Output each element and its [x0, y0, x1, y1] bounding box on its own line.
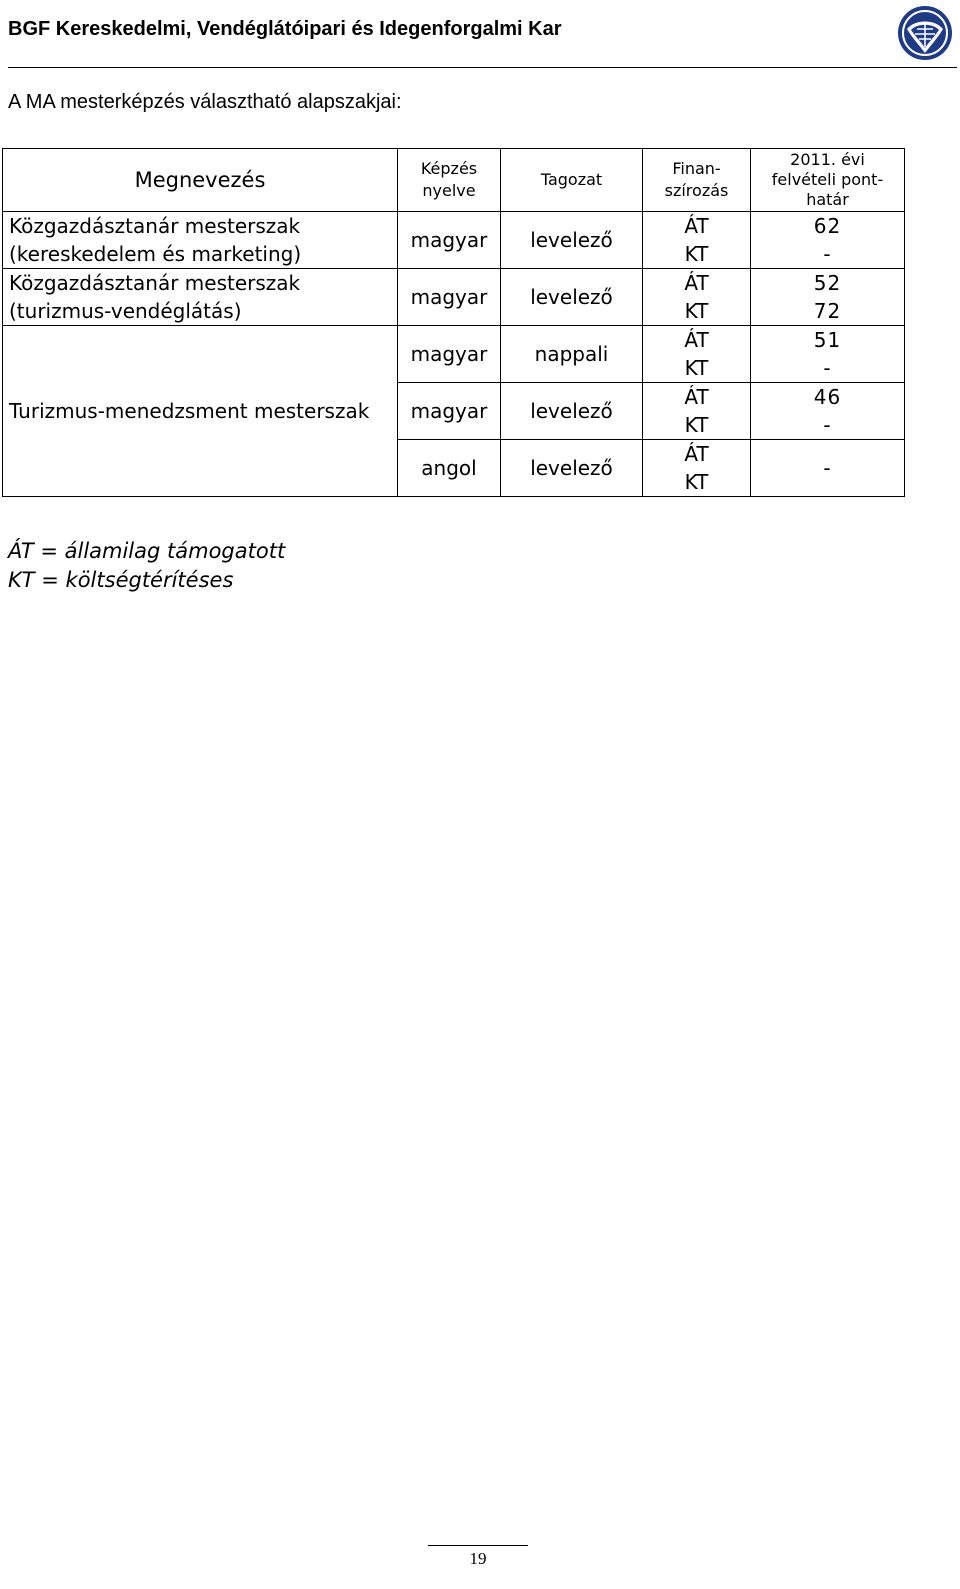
program-name	[3, 269, 398, 326]
header-points-line: 2011. évi	[790, 150, 865, 169]
points-cell	[751, 326, 905, 383]
financing-kt: KT	[684, 470, 709, 494]
page-number: 19	[469, 1549, 487, 1568]
financing-kt: KT	[684, 242, 709, 266]
program-name-line: Közgazdásztanár mesterszak	[9, 214, 301, 238]
points-kt: -	[823, 413, 832, 437]
financing-at: ÁT	[684, 271, 709, 295]
points-kt: 72	[813, 299, 842, 323]
financing-kt: KT	[684, 356, 709, 380]
financing-at: ÁT	[684, 442, 709, 466]
mode-cell: nappali	[501, 326, 643, 383]
header-name: Megnevezés	[3, 149, 398, 212]
bgf-logo-icon	[897, 5, 953, 61]
language-cell: magyar	[398, 269, 501, 326]
points-cell	[751, 383, 905, 440]
program-name-group: Turizmus-menedzsment mesterszak	[3, 326, 398, 497]
points-cell	[751, 269, 905, 326]
points-cell	[751, 212, 905, 269]
section-title: A MA mesterképzés választható alapszakjai:	[8, 91, 402, 113]
financing-kt: KT	[684, 299, 709, 323]
table-row	[3, 269, 905, 326]
program-name-line: Közgazdásztanár mesterszak	[9, 271, 301, 295]
points-kt: -	[823, 356, 832, 380]
financing-at: ÁT	[684, 328, 709, 352]
header-financing-line: szírozás	[664, 181, 729, 200]
legend-line: ÁT = államilag támogatott	[8, 539, 286, 563]
financing-at: ÁT	[684, 385, 709, 409]
legend	[8, 537, 285, 595]
mode-cell: levelező	[501, 383, 643, 440]
mode-cell: levelező	[501, 440, 643, 497]
header-financing	[643, 149, 751, 212]
table-header-row	[3, 149, 905, 212]
points-cell	[751, 440, 905, 497]
financing-kt: KT	[684, 413, 709, 437]
table-row	[3, 212, 905, 269]
header-mode: Tagozat	[501, 149, 643, 212]
header-divider	[8, 67, 957, 68]
footer-divider	[428, 1545, 528, 1546]
header-points	[751, 149, 905, 212]
points-at: 51	[813, 328, 842, 352]
header-financing-line: Finan-	[672, 159, 721, 178]
points-at: 46	[813, 385, 842, 409]
financing-cell	[643, 383, 751, 440]
header-points-line: felvételi pont-	[771, 170, 884, 189]
financing-at: ÁT	[684, 214, 709, 238]
language-cell: angol	[398, 440, 501, 497]
mode-cell: levelező	[501, 212, 643, 269]
header-language-line: nyelve	[422, 181, 476, 200]
language-cell: magyar	[398, 326, 501, 383]
program-name-line: (turizmus-vendéglátás)	[9, 299, 242, 323]
financing-cell	[643, 212, 751, 269]
language-cell: magyar	[398, 212, 501, 269]
points-at: 62	[813, 214, 842, 238]
program-name	[3, 212, 398, 269]
header-title: BGF Kereskedelmi, Vendéglátóipari és Idegenforgalmi Kar	[8, 18, 562, 40]
points-value: -	[823, 456, 832, 480]
points-kt: -	[823, 242, 832, 266]
mode-cell: levelező	[501, 269, 643, 326]
points-at: 52	[813, 271, 842, 295]
legend-line: KT = költségtérítéses	[8, 568, 234, 592]
financing-cell	[643, 269, 751, 326]
courses-table	[2, 148, 905, 497]
header-language	[398, 149, 501, 212]
financing-cell	[643, 440, 751, 497]
header-points-line: határ	[806, 190, 849, 209]
language-cell: magyar	[398, 383, 501, 440]
program-name-line: (kereskedelem és marketing)	[9, 242, 302, 266]
financing-cell	[643, 326, 751, 383]
header-language-line: Képzés	[420, 159, 478, 178]
table-row	[3, 326, 905, 383]
